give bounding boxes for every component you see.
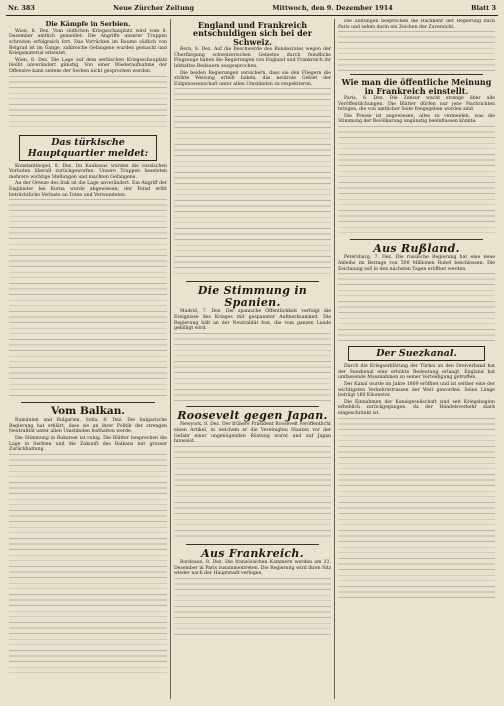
article-public-opinion (338, 96, 495, 125)
paragraph: Die beiden Regierungen versichern, dass sie den Fliegern die strikte Weisung erteilt haben, das neutrale Gebiet der Eidgenossenschaft unter allen Umständen zu respektieren. (174, 70, 331, 87)
headline-russia: Aus Rußland. (373, 241, 460, 255)
paper-title: Neue Zürcher Zeitung (113, 4, 195, 12)
newspaper-page (6, 4, 498, 702)
divider (350, 239, 483, 240)
paragraph: Petersburg, 7. Dez. Die russische Regierung hat eine neue Anleihe im Betrage von 500 Millionen Rubel beschlossen. Die Zeichnung soll in den nächsten Tagen eröffnet werden. (338, 255, 495, 272)
issue-date: Mittwoch, den 9. Dezember 1914 (272, 4, 393, 12)
column-middle (170, 19, 334, 699)
headline-spain: Die Stimmung in Spanien. (197, 284, 308, 309)
headline-serbia: Die Kämpfe in Serbien. (45, 20, 131, 28)
article-france (174, 560, 331, 577)
text-block (338, 126, 495, 236)
paragraph: Wien, 8. Dez. Vom südlichen Kriegsschauplatz wird vom 8. Dezember amtlich gemeldet: Die Angriffe unserer Truppen schreiten erfolgreich fort. Das Vorrücken im Raume südlich von Belgrad ist im Gange, zahlreiche Gefangene wurden gemacht und Kriegsmaterial erbeutet. (9, 28, 167, 57)
article-apology (174, 47, 331, 87)
divider (186, 281, 319, 282)
text-block (9, 199, 167, 399)
text-block (174, 88, 331, 278)
headline-apology: England und Frankreich entschuldigen sich bei der Schweiz. (193, 20, 312, 47)
text-block (9, 76, 167, 132)
headline-balkan: Vom Balkan. (51, 405, 125, 418)
paragraph: Rumänien und Bulgarien. Sofia, 8. Dez. Die bulgarische Regierung hat erklärt, dass sie an ihrer Politik der strengen Neutralität unter allen Umständen festhalten werde. (9, 418, 167, 435)
text-block (9, 454, 167, 674)
divider (186, 406, 319, 407)
paragraph: Bern, 8. Dez. Auf die Beschwerde des Bundesrates wegen der Überfliegung schweizerischen Gebietes durch feindliche Flugzeuge haben die Regierungen von England und Frankreich ihr lebhaftes Bedauern ausgesprochen. (174, 47, 331, 69)
paragraph: Newyork, 8. Dez. Der frühere Präsident Roosevelt veröffentlicht einen Artikel, in welchem er die Vereinigten Staaten vor der Gefahr einer ungenügenden Rüstung warnt und auf Japan hinweist. (174, 422, 331, 445)
article-suez (338, 364, 495, 416)
article-balkan (9, 418, 167, 453)
masthead (6, 4, 498, 16)
text-block (338, 418, 495, 598)
headline-turkish-hq: Das türkische Hauptquartier meldet: (19, 135, 157, 161)
paragraph: Durch die Kriegserklärung der Türkei an den Dreiverband hat der Suezkanal eine erhöhte Bedeutung erlangt. England hat umfassende Massnahmen zu seiner Verteidigung getroffen. (338, 364, 495, 381)
paragraph: Die Presse ist angewiesen, alles zu vermeiden, was die Stimmung der Bevölkerung ungünstig beeinflussen könnte. (338, 113, 495, 125)
paragraph: An der Grenze des Irak ist die Lage unverändert. Ein Angriff der Engländer bei Korna wurde abgewiesen; der Feind erlitt beträchtliche Verluste an Toten und Verwundeten. (9, 181, 167, 198)
paragraph: Die Zeitungen besprechen die Rückkehr der Regierung nach Paris und sehen darin ein Zeichen der Zuversicht. (338, 19, 495, 30)
paragraph: Die Stimmung in Bukarest ist ruhig. Die Blätter besprechen die Lage in Serbien und die Zukunft des Balkans mit grosser Zurückhaltung. (9, 435, 167, 453)
article-turkish-hq (9, 164, 167, 199)
text-block (174, 333, 331, 403)
text-block (338, 273, 495, 343)
sheet-number: Blatt 3 (471, 4, 496, 12)
divider (350, 74, 483, 75)
paragraph: Wien, 8. Dez. Die Lage auf dem serbischen Kriegsschauplatz bleibt unverändert günstig. Von einer Wiederaufnahme der Offensive kann seitens der Serben nicht gesprochen werden. (9, 57, 167, 74)
page-number: Nr. 383 (8, 4, 35, 12)
text-block (338, 31, 495, 71)
divider (21, 402, 155, 403)
text-block (174, 578, 331, 638)
column-left (6, 19, 170, 699)
text-block (174, 446, 331, 541)
columns (6, 19, 498, 699)
paragraph: Bordeaux, 8. Dez. Die französischen Kammern werden am 22. Dezember in Paris zusammentreten. Die Regierung wird ihren Sitz wieder nach der Hauptstadt verlegen. (174, 560, 331, 577)
paragraph: Die Einnahmen der Kanalgesellschaft sind seit Kriegsbeginn erheblich zurückgegangen, da der Handelsverkehr stark eingeschränkt ist. (338, 399, 495, 417)
paragraph: Madrid, 7. Dez. Die spanische Öffentlichkeit verfolgt die Ereignisse des Krieges mit gespannter Aufmerksamkeit. Die Regierung hält an der Neutralität fest, die vom ganzen Lande gebilligt wird. (174, 309, 331, 332)
article-spain (174, 309, 331, 331)
paragraph: Der Kanal wurde im Jahre 1869 eröffnet und ist seither eine der wichtigsten Verkehrsstrassen der Welt geworden. Seine Länge beträgt 160 Kilometer. (338, 382, 495, 399)
article-roosevelt (174, 422, 331, 444)
column-right (334, 19, 498, 699)
article-continued (338, 19, 495, 30)
article-russia (338, 255, 495, 272)
paragraph: Konstantinopel, 8. Dez. Im Kaukasus wurden die russischen Vorhuten überall zurückgeworfen. Unsere Truppen besetzten mehrere wichtige Stellungen und machten Gefangene. (9, 163, 167, 180)
headline-suez: Der Suezkanal. (348, 346, 485, 361)
article-serbia (9, 29, 167, 75)
headline-france: Aus Frankreich. (201, 546, 304, 560)
divider (186, 544, 319, 545)
headline-roosevelt: Roosevelt gegen Japan. (177, 408, 328, 422)
headline-public-opinion: Wie man die öffentliche Meinung in Frankreich einstellt. (341, 77, 492, 96)
paragraph: Paris, 6. Dez. Die Zensur wacht strenge über alle Veröffentlichungen. Die Blätter dürfen nur jene Nachrichten bringen, die von amtlicher Seite freigegeben worden sind. (338, 95, 495, 113)
